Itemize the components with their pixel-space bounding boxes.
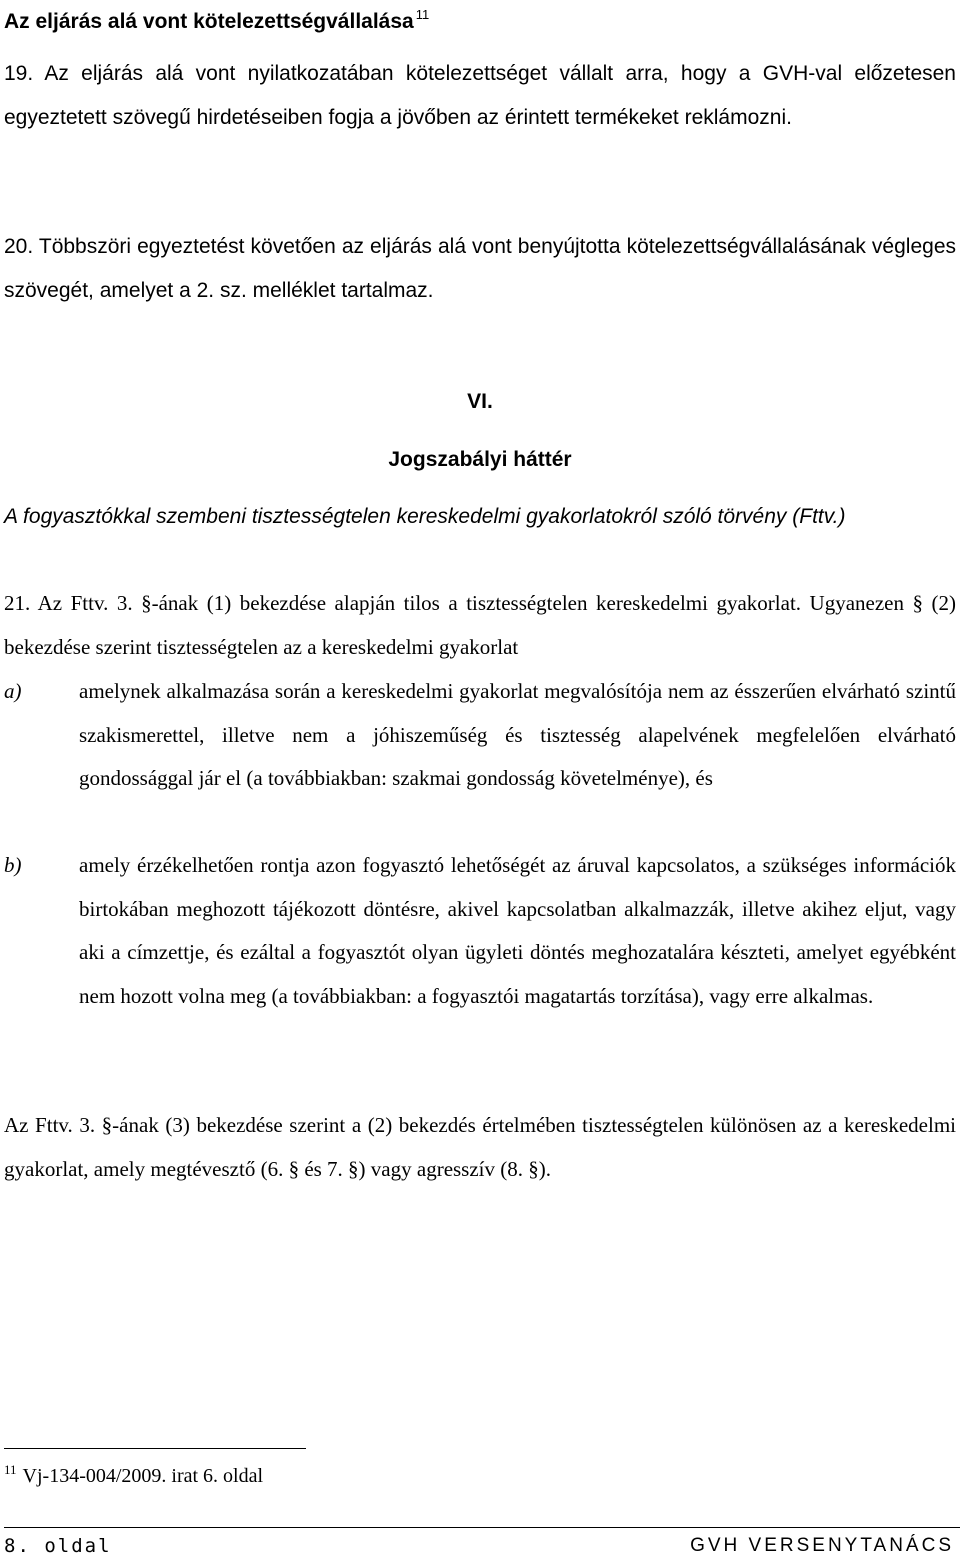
section-heading-title: Az eljárás alá vont kötelezettségvállalása <box>4 10 414 33</box>
footnote <box>4 1462 263 1488</box>
list-item-marker: a) <box>4 679 22 703</box>
list-item-a <box>4 670 956 801</box>
paragraph-closing: Az Fttv. 3. §-ának (3) bekezdése szerint a (2) bekezdés értelmében tisztességtelen különösen az a kereskedelmi gyakorlat, amely megtévesztő (6. § és 7. §) vagy agresszív (8. §). <box>4 1113 956 1181</box>
footer-organization: GVH VERSENYTANÁCS <box>690 1535 954 1556</box>
list-item-text: amelynek alkalmazása során a kereskedelmi gyakorlat megvalósítója nem az ésszerűen elvárható szintű szakismerettel, illetve nem a jóhiszeműség és tisztesség alapelvének megfelelően elvárható gondossággal jár el (a továbbiakban: szakmai gondosság követelménye), és <box>79 679 956 790</box>
paragraph-20: 20. Többszöri egyeztetést követően az eljárás alá vont benyújtotta kötelezettségvállalásának végleges szövegét, amelyet a 2. sz. melléklet tartalmaz. <box>4 235 956 302</box>
footnote-reference[interactable]: 11 <box>415 7 430 22</box>
paragraph-19: 19. Az eljárás alá vont nyilatkozatában kötelezettséget vállalt arra, hogy a GVH-val előzetesen egyeztetett szövegű hirdetéseiben fogja a jövőben az érintett termékeket reklámozni. <box>4 62 956 129</box>
list-item-b <box>4 844 956 1018</box>
chapter-number: VI. <box>467 390 493 413</box>
section-heading <box>4 2 429 35</box>
footnote-number: 11 <box>4 1462 17 1477</box>
page-number: 8. oldal <box>4 1535 112 1557</box>
footnote-text: Vj-134-004/2009. irat 6. oldal <box>22 1465 264 1487</box>
chapter-subtitle: A fogyasztókkal szembeni tisztességtelen kereskedelmi gyakorlatokról szóló törvény (Fttv.) <box>4 505 846 528</box>
chapter-title: Jogszabályi háttér <box>388 448 572 471</box>
paragraph-21-intro: 21. Az Fttv. 3. §-ának (1) bekezdése alapján tilos a tisztességtelen kereskedelmi gyakorlat. Ugyanezen § (2) bekezdése szerint tisztességtelen az a kereskedelmi gyakorlat <box>4 591 956 659</box>
footer-divider <box>4 1527 960 1528</box>
list-item-marker: b) <box>4 853 22 877</box>
list-item-text: amely érzékelhetően rontja azon fogyasztó lehetőségét az áruval kapcsolatos, a szükséges információk birtokában meghozott tájékozott döntésre, akivel kapcsolatban alkalmazzák, illetve akihez eljut, vagy aki a címzettje, és ezáltal a fogyasztót olyan ügyleti döntés meghozatalára készteti, amelyet egyébként nem hozott volna meg (a továbbiakban: a fogyasztói magatartás torzítása), vagy erre alkalmas. <box>79 853 956 1008</box>
footnote-divider <box>4 1448 306 1449</box>
